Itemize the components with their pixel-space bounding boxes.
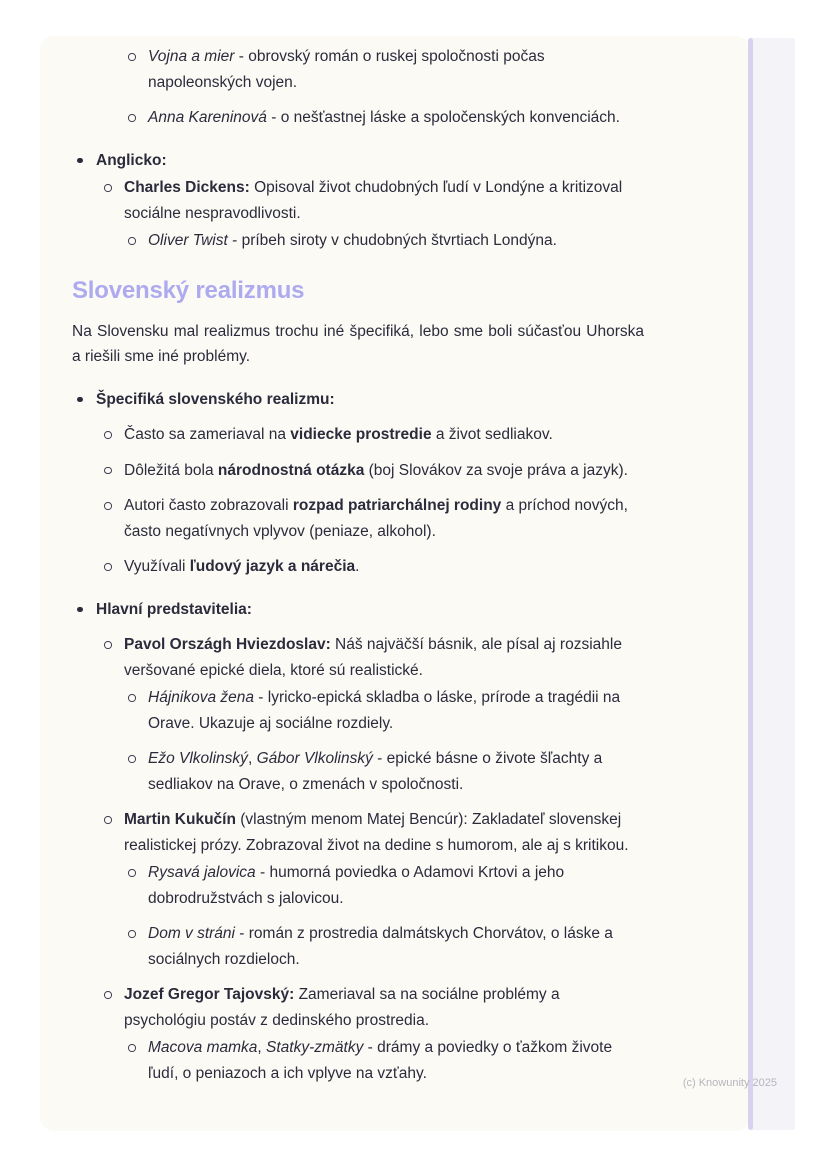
- text-segment: Dôležitá bola: [124, 461, 218, 479]
- text-segment: ,: [257, 1039, 267, 1056]
- bullet-circle-icon: [104, 184, 112, 192]
- list-item-text: [148, 685, 644, 736]
- bullet-disc-icon: [74, 597, 96, 623]
- list-item-text: [124, 807, 644, 858]
- list-item-text: [96, 387, 644, 413]
- text-segment: Náš najväčší básnik, ale písal aj rozsiahle veršované epické diela, ktoré sú realistické.: [124, 636, 622, 679]
- list-item-text: [96, 597, 644, 623]
- list-item-text: [124, 175, 644, 226]
- list-item-text: [148, 44, 644, 95]
- list-item-text: [124, 554, 644, 580]
- list-item-text: [124, 493, 644, 544]
- text-segment: (boj Slovákov za svoje práva a jazyk).: [364, 461, 628, 479]
- watermark: (c) Knowunity 2025: [682, 1077, 777, 1089]
- bullet-disc-icon: [77, 397, 83, 403]
- text-segment: Ežo Vlkolinský: [148, 750, 248, 767]
- text-segment: rozpad patriarchálnej rodiny: [292, 497, 502, 514]
- list-item-text: [148, 921, 644, 972]
- list-item: [72, 175, 644, 226]
- list-item: [72, 493, 644, 544]
- text-segment: Rysavá jalovica: [148, 864, 256, 881]
- list-item: [72, 554, 644, 580]
- bullet-circle-icon: [128, 53, 136, 61]
- bullet-disc-icon: [74, 387, 96, 413]
- list-item-text: [148, 105, 644, 131]
- list-item: [72, 746, 644, 797]
- text-segment: Pavol Országh Hviezdoslav:: [124, 636, 331, 653]
- scrollbar-track[interactable]: [751, 38, 795, 1130]
- bullet-circle-icon: [102, 554, 124, 580]
- text-segment: Anna Kareninová: [148, 109, 267, 126]
- bullet-disc-icon: [77, 158, 83, 164]
- bullet-circle-icon: [126, 860, 148, 911]
- list-item: [72, 860, 644, 911]
- list-item-text: [148, 1035, 644, 1086]
- text-segment: Využívali: [124, 558, 190, 575]
- bullet-circle-icon: [126, 685, 148, 736]
- text-segment: .: [355, 558, 360, 575]
- bullet-circle-icon: [104, 502, 112, 510]
- text-segment: Hájnikova žena: [148, 689, 254, 706]
- bullet-circle-icon: [104, 991, 112, 999]
- bullet-circle-icon: [128, 694, 136, 702]
- text-segment: ,: [247, 750, 257, 767]
- list-item: [72, 597, 644, 623]
- section-heading: Slovenský realizmus: [72, 276, 305, 304]
- list-item: [72, 148, 644, 174]
- list-item: [72, 387, 644, 413]
- bullet-circle-icon: [128, 869, 136, 877]
- list-item: [72, 228, 644, 254]
- list-item-text: [148, 860, 644, 911]
- scrollbar-thumb[interactable]: [748, 38, 753, 1130]
- bullet-circle-icon: [128, 930, 136, 938]
- text-segment: - príbeh siroty v chudobných štvrtiach Londýna.: [227, 232, 557, 249]
- text-segment: - lyricko-epická skladba o láske, prírode a tragédii na Orave. Ukazuje aj sociálne rozdiely.: [148, 689, 621, 732]
- text-segment: - drámy a poviedky o ťažkom živote ľudí, o peniazoch a ich vplyve na vzťahy.: [148, 1039, 613, 1082]
- bullet-circle-icon: [102, 632, 124, 683]
- list-item-text: [148, 746, 644, 797]
- text-segment: - epické básne o živote šľachty a sedliakov na Orave, o zmenách v spoločnosti.: [148, 750, 603, 793]
- list-item: [72, 105, 644, 131]
- bullet-circle-icon: [104, 431, 112, 439]
- bullet-circle-icon: [128, 114, 136, 122]
- bullet-circle-icon: [126, 746, 148, 797]
- bullet-circle-icon: [102, 458, 124, 484]
- text-segment: Dom v stráni: [148, 925, 235, 942]
- text-segment: Jozef Gregor Tajovský:: [124, 986, 295, 1003]
- bullet-circle-icon: [128, 1044, 136, 1052]
- text-segment: a život sedliakov.: [431, 426, 553, 443]
- list-item-text: [124, 422, 644, 448]
- list-item-text: [148, 228, 644, 254]
- list-item-text: [96, 148, 644, 174]
- document-page: [40, 36, 750, 1131]
- text-segment: Na Slovensku mal realizmus trochu iné špecifiká, lebo sme boli súčasťou Uhorska a riešili sme iné problémy.: [72, 322, 644, 365]
- bullet-circle-icon: [102, 175, 124, 226]
- paragraph: [72, 319, 644, 370]
- list-item: [72, 632, 644, 683]
- bullet-disc-icon: [74, 148, 96, 174]
- list-item: [72, 982, 644, 1033]
- text-segment: - obrovský román o ruskej spoločnosti počas napoleonských vojen.: [148, 48, 545, 91]
- text-segment: Často sa zameriaval na: [124, 426, 291, 443]
- bullet-circle-icon: [126, 1035, 148, 1086]
- list-item: [72, 44, 644, 95]
- text-segment: Vojna a mier: [148, 48, 235, 65]
- bullet-circle-icon: [126, 228, 148, 254]
- text-segment: vidiecke prostredie: [290, 426, 432, 443]
- list-item: [72, 807, 644, 858]
- list-item-text: [124, 982, 644, 1033]
- text-segment: Charles Dickens:: [124, 179, 250, 196]
- bullet-circle-icon: [102, 807, 124, 858]
- list-item: [72, 422, 644, 448]
- list-item: [72, 921, 644, 972]
- bullet-circle-icon: [102, 982, 124, 1033]
- text-segment: Gábor Vlkolinský: [256, 750, 373, 767]
- bullet-circle-icon: [128, 237, 136, 245]
- bullet-circle-icon: [104, 467, 112, 475]
- bullet-circle-icon: [104, 563, 112, 571]
- bullet-circle-icon: [126, 921, 148, 972]
- text-segment: - o nešťastnej láske a spoločenských konvenciách.: [266, 109, 620, 126]
- text-segment: Špecifiká slovenského realizmu:: [96, 390, 335, 408]
- document-content: [72, 44, 644, 1086]
- list-item: [72, 458, 644, 484]
- text-segment: Martin Kukučín: [124, 811, 236, 828]
- bullet-circle-icon: [104, 816, 112, 824]
- text-segment: Opisoval život chudobných ľudí v Londýne a kritizoval sociálne nespravodlivosti.: [124, 179, 623, 222]
- bullet-circle-icon: [102, 422, 124, 448]
- list-item: [72, 1035, 644, 1086]
- bullet-circle-icon: [126, 44, 148, 95]
- text-segment: Macova mamka: [148, 1039, 258, 1056]
- list-item: [72, 685, 644, 736]
- list-item-text: [124, 632, 644, 683]
- bullet-circle-icon: [104, 641, 112, 649]
- text-segment: Statky-zmätky: [266, 1039, 364, 1056]
- text-segment: Zameriaval sa na sociálne problémy a psychológiu postáv z dedinského prostredia.: [124, 986, 560, 1029]
- bullet-circle-icon: [102, 493, 124, 544]
- text-segment: ľudový jazyk a nárečia: [189, 558, 356, 575]
- text-segment: a príchod nových, často negatívnych vplyvov (peniaze, alkohol).: [124, 497, 628, 540]
- bullet-circle-icon: [128, 755, 136, 763]
- text-segment: Autori často zobrazovali: [124, 497, 293, 514]
- list-item-text: [124, 458, 644, 484]
- text-segment: - humorná poviedka o Adamovi Krtovi a jeho dobrodružstvách s jalovicou.: [148, 864, 565, 907]
- bullet-circle-icon: [126, 105, 148, 131]
- text-segment: (vlastným menom Matej Bencúr): Zakladateľ slovenskej realistickej prózy. Zobrazoval život na dedine s humorom, ale aj s kritikou.: [124, 811, 629, 854]
- text-segment: - román z prostredia dalmátskych Chorvátov, o láske a sociálnych rozdieloch.: [148, 925, 613, 968]
- bullet-disc-icon: [77, 607, 83, 613]
- text-segment: Oliver Twist: [148, 232, 228, 249]
- text-segment: Hlavní predstavitelia:: [96, 600, 252, 618]
- text-segment: národnostná otázka: [217, 461, 365, 479]
- text-segment: Anglicko:: [96, 151, 167, 169]
